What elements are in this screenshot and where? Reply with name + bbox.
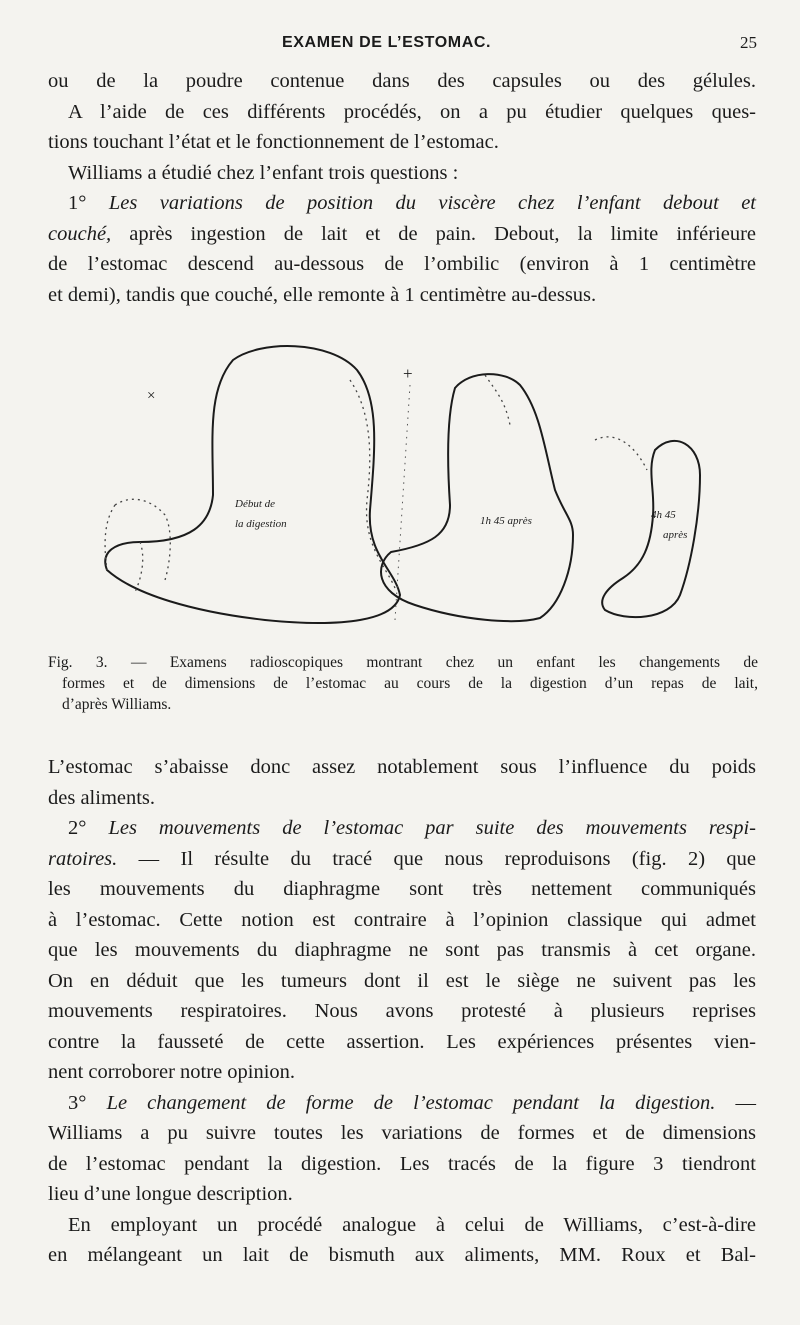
page-number: 25 xyxy=(740,33,757,52)
item-1-title-line xyxy=(48,188,756,219)
item-number: 3° xyxy=(68,1091,87,1114)
text-line: Williams a étudié chez l’enfant trois questions : xyxy=(68,161,459,184)
text-line: On en déduit que les tumeurs dont il est le siège ne suivent pas les xyxy=(48,969,756,992)
text-line: ou de la poudre contenue dans des capsules ou des gélules. xyxy=(48,70,756,92)
label-1h45: 1h 45 après xyxy=(480,515,532,527)
figure-3-radioscopic-tracings xyxy=(95,330,735,630)
text-line: en mélangeant un lait de bismuth aux aliments, MM. Roux et Bal- xyxy=(48,1244,756,1266)
text-line: Williams a pu suivre toutes les variations de formes et de dimensions xyxy=(48,1122,756,1144)
text-span: — xyxy=(715,1091,757,1114)
text-line: de l’estomac pendant la digestion. Les tracés de la figure 3 tiendront xyxy=(48,1152,756,1175)
text-line xyxy=(48,219,756,250)
page-header xyxy=(0,30,800,60)
text-line: mouvements respiratoires. Nous avons protesté à plusieurs reprises xyxy=(48,1000,756,1022)
marker-plus: + xyxy=(403,364,413,383)
caption-line: d’après Williams. xyxy=(62,696,172,713)
caption-line: Fig. 3. — Examens radioscopiques montrant chez un enfant les changements de xyxy=(48,654,758,671)
text-line: et demi), tandis que couché, elle remonte à 1 centimètre au-dessus. xyxy=(48,283,597,306)
item-3-title-line xyxy=(48,1088,756,1119)
text-line: L’estomac s’abaisse donc assez notablement sous l’influence du poids xyxy=(48,756,756,778)
text-line: En employant un procédé analogue à celui de Williams, c’est-à-dire xyxy=(68,1213,756,1236)
item-3-title: Le changement de forme de l’estomac pendant la digestion. xyxy=(106,1091,716,1114)
dotted-reference-outline xyxy=(105,375,647,592)
item-1-title-end: couché, xyxy=(48,222,112,245)
figure-caption xyxy=(48,652,758,715)
caption-line: formes et de dimensions de l’estomac au cours de la digestion d’un repas de lait, xyxy=(62,675,758,692)
item-2-title: Les mouvements de l’estomac par suite des mouvements respi- xyxy=(108,817,756,839)
figure-drawing xyxy=(95,330,735,630)
stomach-outline-1h45 xyxy=(381,374,573,621)
label-4h45-line2: après xyxy=(663,529,688,541)
paragraph-block-bottom xyxy=(48,752,756,1271)
text-line: lieu d’une longue description. xyxy=(48,1183,293,1205)
item-number: 2° xyxy=(68,817,87,839)
text-line: des aliments. xyxy=(48,786,156,809)
text-span: — Il résulte du tracé que nous reproduisons (fig. 2) que xyxy=(117,847,756,870)
text-line: A l’aide de ces différents procédés, on a pu étudier quelques ques- xyxy=(68,100,756,123)
text-line: les mouvements du diaphragme sont très nettement communiqués xyxy=(48,878,756,900)
paragraph-block-top xyxy=(48,66,756,310)
label-debut-line1: Début de xyxy=(235,498,276,510)
text-line: à l’estomac. Cette notion est contraire à l’opinion classique qui admet xyxy=(48,908,756,931)
item-1-title: Les variations de position du viscère chez l’enfant debout et xyxy=(108,192,756,214)
marker-x: × xyxy=(147,388,156,404)
text-line: de l’estomac descend au-dessous de l’ombilic (environ à 1 centimètre xyxy=(48,253,756,275)
text-line: nent corroborer notre opinion. xyxy=(48,1061,296,1083)
text-line: tions touchant l’état et le fonctionnement de l’estomac. xyxy=(48,131,499,153)
text-line: que les mouvements du diaphragme ne sont pas transmis à cet organe. xyxy=(48,939,756,961)
running-head: EXAMEN DE L’ESTOMAC. xyxy=(282,34,492,51)
label-debut-line2: la digestion xyxy=(235,518,287,530)
text-line xyxy=(48,844,756,875)
label-4h45-line1: 4h 45 xyxy=(651,509,676,521)
text-span: après ingestion de lait et de pain. Debout, la limite inférieure xyxy=(111,222,756,245)
item-2-title-line xyxy=(48,813,756,844)
item-number: 1° xyxy=(68,192,87,214)
text-line: contre la fausseté de cette assertion. Les expériences présentes vien- xyxy=(48,1030,756,1053)
item-2-title-end: ratoires. xyxy=(48,847,118,870)
